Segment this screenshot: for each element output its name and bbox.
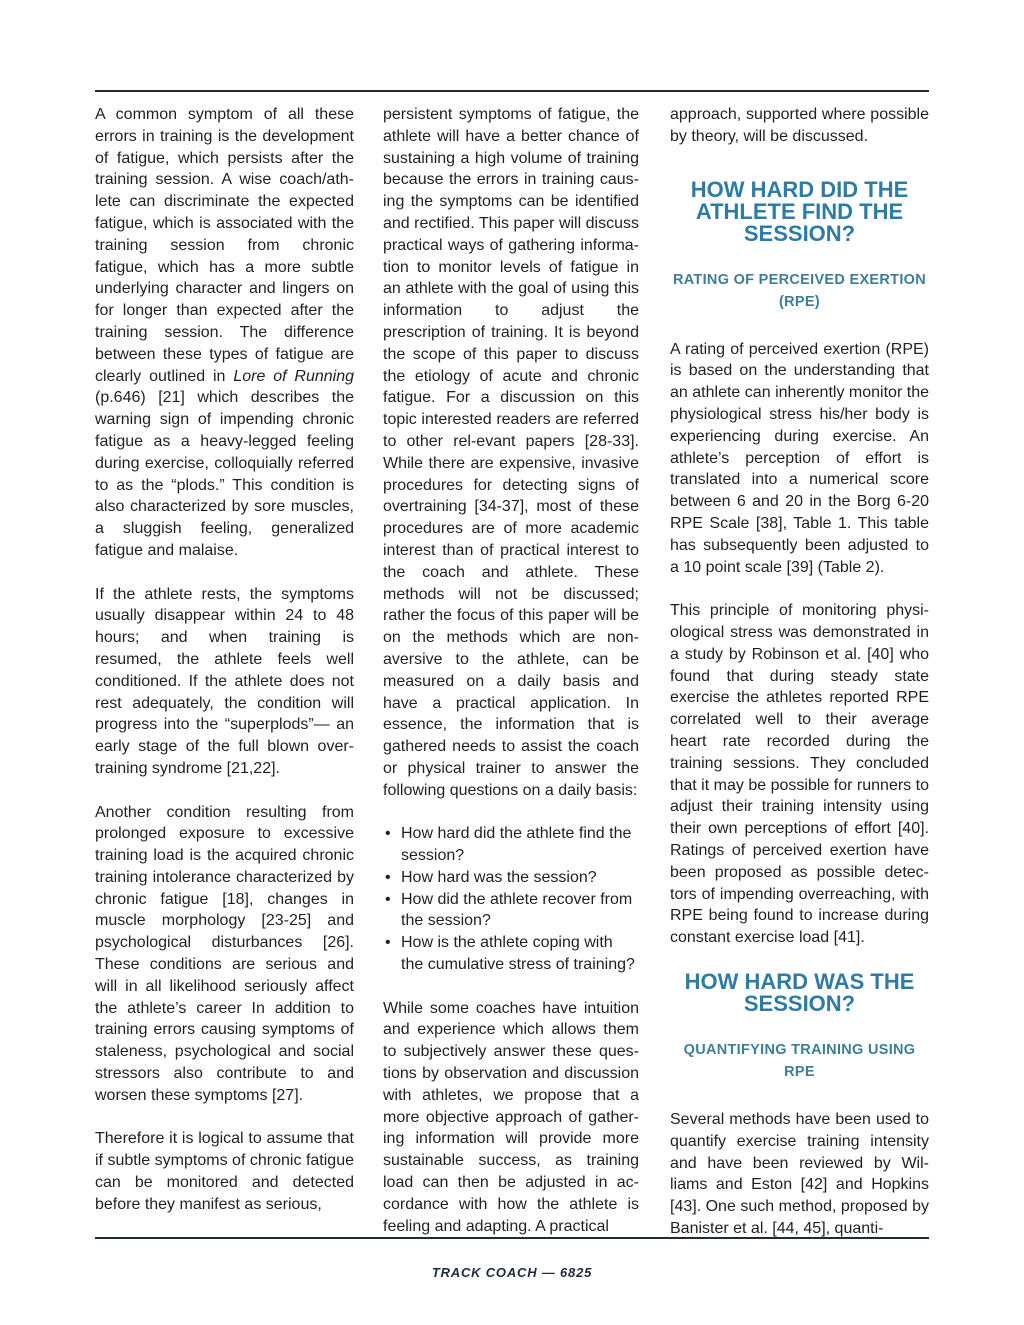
list-item: • How hard was the session?	[385, 868, 597, 886]
bottom-rule	[95, 1237, 929, 1239]
questions-list	[383, 823, 639, 976]
subheading-rpe: RATING OF PERCEIVED EXERTION (RPE)	[672, 271, 927, 310]
list-item: • How is the athlete coping with the cumulative stress of training?	[385, 934, 635, 974]
column-3	[670, 104, 929, 1240]
col2-paragraph-1: persistent symptoms of fatigue, the athlete will have a better chance of sustaining a high volume of training because the errors in training caus-ing the symptoms can be identified and rectified. This paper will discuss practical ways of gathering informa-tion to monitor levels of fatigue in an athlete with the goal of using this information to adjust the prescription of training. It is beyond the scope of this paper to discuss the etiology of acute and chronic fatigue. For a discussion on this topic interested readers are referred to other rel-evant papers [28-33]. While there are expensive, invasive procedures for detecting signs of overtraining [34-37], most of these procedures are of more academic interest than of practical interest to the coach and athlete. These methods will not be discussed; rather the focus of this paper will be on the methods which are non-aversive to the athlete, can be measured on a daily basis and have a practical application. In essence, the information that is gathered needs to assist the coach or physical trainer to answer the following questions on a daily basis:	[383, 106, 639, 799]
col3-paragraph-3: Several methods have been used to quantify exercise training intensity and have been reviewed by Wil-liams and Eston [42] and Hopkins [43]. One such method, proposed by Banister et al. [44, 45], quanti-	[670, 1110, 929, 1237]
page-footer: TRACK COACH — 6825	[431, 1265, 593, 1280]
subheading-quantifying: QUANTIFYING TRAINING USING RPE	[683, 1041, 916, 1080]
book-title: Lore of Running	[233, 367, 354, 385]
col2-paragraph-2: While some coaches have intuition and experience which allows them to subjectively answer these ques-tions by observation and discussion with athletes, we propose that a more objective approach of gather-ing information will provide more sustainable success, as training load can then be adjusted in ac-cordance with how the athlete is feeling and adapting. A practical	[383, 999, 639, 1235]
col3-paragraph-0: approach, supported where possible by theory, will be discussed.	[670, 106, 929, 145]
list-item: • How did the athlete recover from the session?	[385, 890, 633, 930]
col1-paragraph-4: Therefore it is logical to assume that if subtle symptoms of chronic fatigue can be monitored and detected before they manifest as serious,	[95, 1130, 354, 1213]
column-2	[383, 104, 639, 1237]
top-rule	[95, 90, 929, 92]
col3-paragraph-1: A rating of perceived exertion (RPE) is based on the understanding that an athlete can inherently monitor the physiological stress his/her body is experiencing during exercise. An athlete’s perception of effort is translated into a numerical score between 6 and 20 in the Borg 6-20 RPE Scale [38], Table 1. This table has subsequently been adjusted to a 10 point scale [39] (Table 2).	[670, 340, 929, 576]
col1-paragraph-1: A common symptom of all these errors in training is the development of fatigue, which persists after the training session. A wise coach/ath-lete can discriminate the expected fatigue, which is associated with the training session from chronic fatigue, which has a more subtle underlying character and lingers on for longer than expected after the training session. The difference between these types of fatigue are clearly outlined in Lore of Running (p.646) [21] which describes the warning sign of impending chronic fatigue as a heavy-legged feeling during exercise, colloquially referred to as the “plods.” This condition is also characterized by sore muscles, a sluggish feeling, generalized fatigue and malaise.	[95, 106, 354, 559]
col1-paragraph-2: If the athlete rests, the symptoms usually disappear within 24 to 48 hours; and when training is resumed, the athlete feels well conditioned. If the athlete does not rest adequately, the condition will progress into the “superplods”— an early stage of the full blown over-training syndrome [21,22].	[95, 585, 354, 777]
col1-paragraph-3: Another condition resulting from prolonged exposure to excessive training load is the acquired chronic training intolerance characterized by chronic fatigue [18], changes in muscle morphology [23-25] and psychological disturbances [26]. These conditions are serious and will in all likelihood seriously affect the athlete’s career In addition to training errors causing symptoms of staleness, psychological and social stressors also contribute to and worsen these symptoms [27].	[95, 803, 354, 1104]
section-heading-2: HOW HARD WAS THE SESSION?	[684, 968, 915, 1016]
section-heading-1: HOW HARD DID THE ATHLETE FIND THE SESSION?	[690, 176, 909, 246]
column-1	[95, 104, 354, 1216]
list-item: • How hard did the athlete find the session?	[385, 825, 632, 865]
col3-paragraph-2: This principle of monitoring physi-ological stress was demonstrated in a study by Robinson et al. [40] who found that during steady state exercise the athletes reported RPE correlated well to their average heart rate recorded during the training sessions. They concluded that it may be possible for runners to adjust their training intensity using their own perceptions of effort [40]. Ratings of perceived exertion have been proposed as possible detec-tors of impending overreaching, with RPE being found to increase during constant exercise load [41].	[670, 602, 929, 947]
